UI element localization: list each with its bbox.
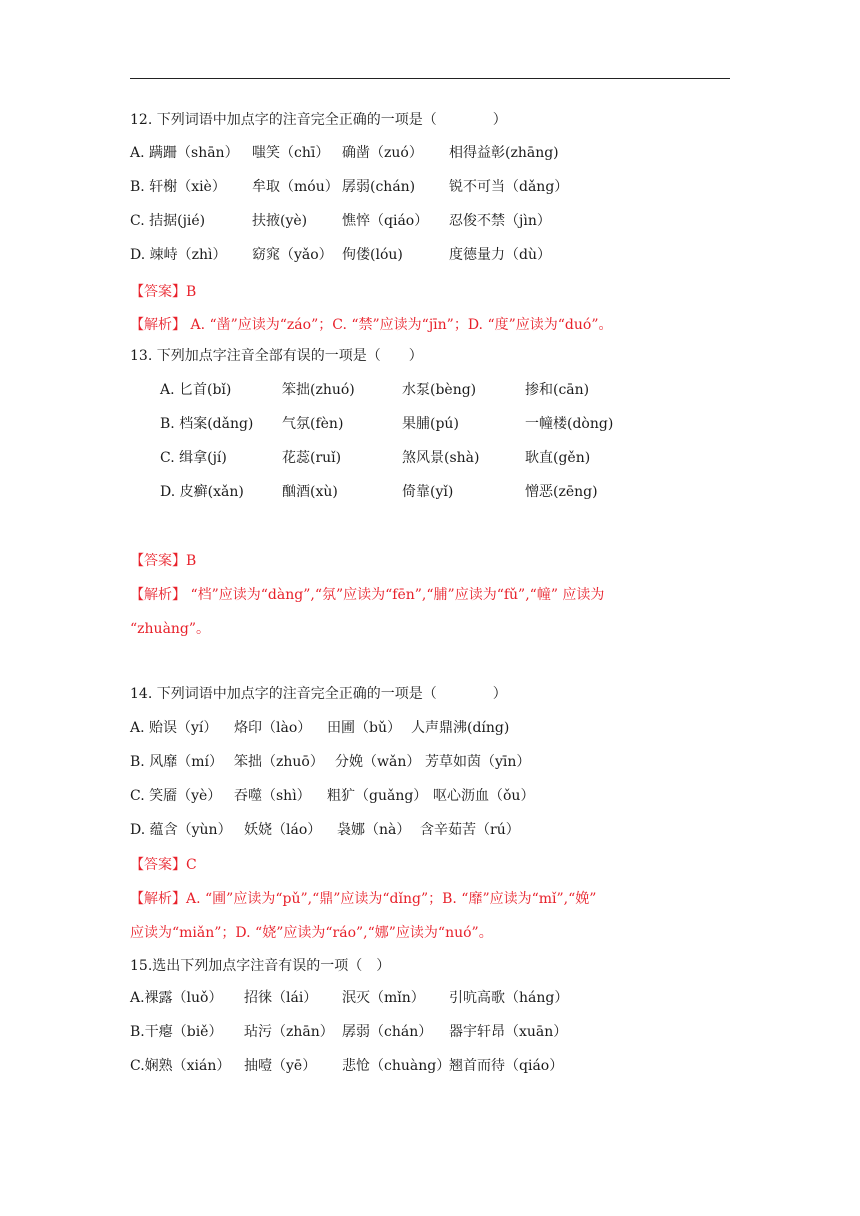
q13-analysis-line1 bbox=[130, 585, 604, 605]
q15-c-2: 抽噎（yē） bbox=[244, 1058, 317, 1074]
q14-a-4: 人声鼎沸(díng) bbox=[411, 720, 510, 736]
q15-c-3: 悲怆（chuàng） bbox=[342, 1058, 451, 1074]
q12-b-1: B. 轩榭（xiè） bbox=[130, 179, 226, 195]
q12-d-4: 度德量力（dù） bbox=[449, 247, 551, 263]
answer-tag: 【答案】 bbox=[130, 284, 186, 300]
q15-b-4: 器宇轩昂（xuān） bbox=[449, 1024, 568, 1040]
q15-c-1: C.娴熟（xián） bbox=[130, 1058, 231, 1074]
q14-analysis-line2: 应读为“miǎn”；D. “娆”应读为“ráo”,“娜”应读为“nuó”。 bbox=[130, 925, 493, 941]
q14-c-1: C. 笑靥（yè） bbox=[130, 788, 222, 804]
q14-d-1: D. 蕴含（yùn） bbox=[130, 822, 232, 838]
q12-d-2: 窈窕（yǎo） bbox=[252, 247, 333, 263]
q12-d-1: D. 竦峙（zhì） bbox=[130, 247, 227, 263]
q13-c-1: C. 缉拿(jí) bbox=[160, 450, 227, 466]
answer-value: B bbox=[186, 284, 197, 300]
q13-a-4: 掺和(cān) bbox=[525, 382, 590, 398]
q14-c-3: 粗犷（guǎng） bbox=[327, 788, 428, 804]
q14-answer bbox=[130, 855, 197, 875]
q14-b-4: 芳草如茵（yīn） bbox=[425, 754, 531, 770]
q14-b-2: 笨拙（zhuō） bbox=[234, 754, 324, 770]
q13-d-4: 憎恶(zēng) bbox=[525, 484, 598, 500]
answer-value: C bbox=[186, 857, 197, 873]
q13-b-2: 气氛(fèn) bbox=[282, 416, 344, 432]
q15-b-1: B.干瘪（biě） bbox=[130, 1024, 223, 1040]
q12-d-3: 佝偻(lóu) bbox=[342, 247, 403, 263]
q13-analysis-line2: “zhuàng”。 bbox=[130, 621, 211, 637]
q14-d-2: 妖娆（láo） bbox=[244, 822, 322, 838]
q13-d-2: 酗酒(xù) bbox=[282, 484, 338, 500]
q12-a-4: 相得益彰(zhāng) bbox=[449, 145, 559, 161]
q12-b-3: 孱弱(chán) bbox=[342, 179, 416, 195]
answer-tag: 【答案】 bbox=[130, 553, 186, 569]
q13-c-4: 耿直(gěn) bbox=[525, 450, 591, 466]
q14-b-3: 分娩（wǎn） bbox=[335, 754, 421, 770]
analysis-tag: 【解析】 bbox=[130, 317, 186, 333]
q13-b-3: 果脯(pú) bbox=[402, 416, 459, 432]
q15-a-1: A.裸露（luǒ） bbox=[130, 990, 223, 1006]
q12-a-3: 确凿（zuó） bbox=[342, 145, 423, 161]
q13-answer bbox=[130, 551, 196, 571]
q15-b-3: 孱弱（chán） bbox=[342, 1024, 433, 1040]
q13-a-1: A. 匕首(bǐ) bbox=[160, 382, 232, 398]
analysis-tag: 【解析】 bbox=[130, 587, 186, 603]
q15-a-2: 招徕（lái） bbox=[244, 990, 318, 1006]
q12-question: 12. 下列词语中加点字的注音完全正确的一项是（ ） bbox=[130, 112, 507, 128]
q12-analysis bbox=[130, 315, 612, 335]
q14-b-1: B. 风靡（mí） bbox=[130, 754, 223, 770]
q12-b-4: 锐不可当（dǎng） bbox=[449, 179, 569, 195]
q15-question: 15.选出下列加点字注音有误的一项（ ） bbox=[130, 958, 391, 974]
q12-c-2: 扶掖(yè) bbox=[252, 213, 308, 229]
q14-d-4: 含辛茹苦（rú） bbox=[420, 822, 520, 838]
q14-c-2: 吞噬（shì） bbox=[234, 788, 311, 804]
q13-question: 13. 下列加点字注音全部有误的一项是（ ） bbox=[130, 348, 423, 364]
q14-question: 14. 下列词语中加点字的注音完全正确的一项是（ ） bbox=[130, 686, 507, 702]
q15-c-4: 翘首而待（qiáo） bbox=[449, 1058, 564, 1074]
q12-c-4: 忍俊不禁（jìn） bbox=[449, 213, 551, 229]
analysis-tag: 【解析】 bbox=[130, 891, 186, 907]
q12-c-1: C. 拮据(jié) bbox=[130, 213, 206, 229]
q14-d-3: 袅娜（nà） bbox=[337, 822, 411, 838]
q12-b-2: 牟取（móu） bbox=[252, 179, 339, 195]
q14-a-3: 田圃（bǔ） bbox=[327, 720, 401, 736]
q13-b-4: 一幢楼(dòng) bbox=[525, 416, 614, 432]
q13-b-1: B. 档案(dǎng) bbox=[160, 416, 254, 432]
analysis-text: A. “凿”应读为“záo”；C. “禁”应读为“jīn”；D. “度”应读为“duó”。 bbox=[190, 317, 613, 333]
header-rule bbox=[130, 78, 730, 79]
analysis-text: A. “圃”应读为“pǔ”,“鼎”应读为“dǐng”；B. “靡”应读为“mǐ”,“娩” bbox=[186, 891, 597, 907]
answer-tag: 【答案】 bbox=[130, 857, 186, 873]
q13-c-2: 花蕊(ruǐ) bbox=[282, 450, 342, 466]
q13-c-3: 煞风景(shà) bbox=[402, 450, 480, 466]
q14-a-2: 烙印（lào） bbox=[234, 720, 312, 736]
answer-value: B bbox=[186, 553, 197, 569]
q15-a-3: 泯灭（mǐn） bbox=[342, 990, 425, 1006]
q13-d-1: D. 皮癣(xǎn) bbox=[160, 484, 244, 500]
q14-c-4: 呕心沥血（ǒu） bbox=[433, 788, 535, 804]
q12-a-2: 嗤笑（chī） bbox=[252, 145, 330, 161]
q15-a-4: 引吭高歌（háng） bbox=[449, 990, 569, 1006]
q12-a-1: A. 蹒跚（shān） bbox=[130, 145, 239, 161]
q15-b-2: 玷污（zhān） bbox=[244, 1024, 334, 1040]
q13-d-3: 倚靠(yǐ) bbox=[402, 484, 454, 500]
q13-a-2: 笨拙(zhuó) bbox=[282, 382, 355, 398]
q13-a-3: 水泵(bèng) bbox=[402, 382, 477, 398]
q12-c-3: 憔悴（qiáo） bbox=[342, 213, 429, 229]
q14-a-1: A. 贻误（yí） bbox=[130, 720, 218, 736]
q12-answer bbox=[130, 282, 196, 302]
q14-analysis-line1 bbox=[130, 889, 596, 909]
analysis-text: “档”应读为“dàng”,“氛”应读为“fēn”,“脯”应读为“fǔ”,“幢” 应读为 bbox=[190, 587, 605, 603]
